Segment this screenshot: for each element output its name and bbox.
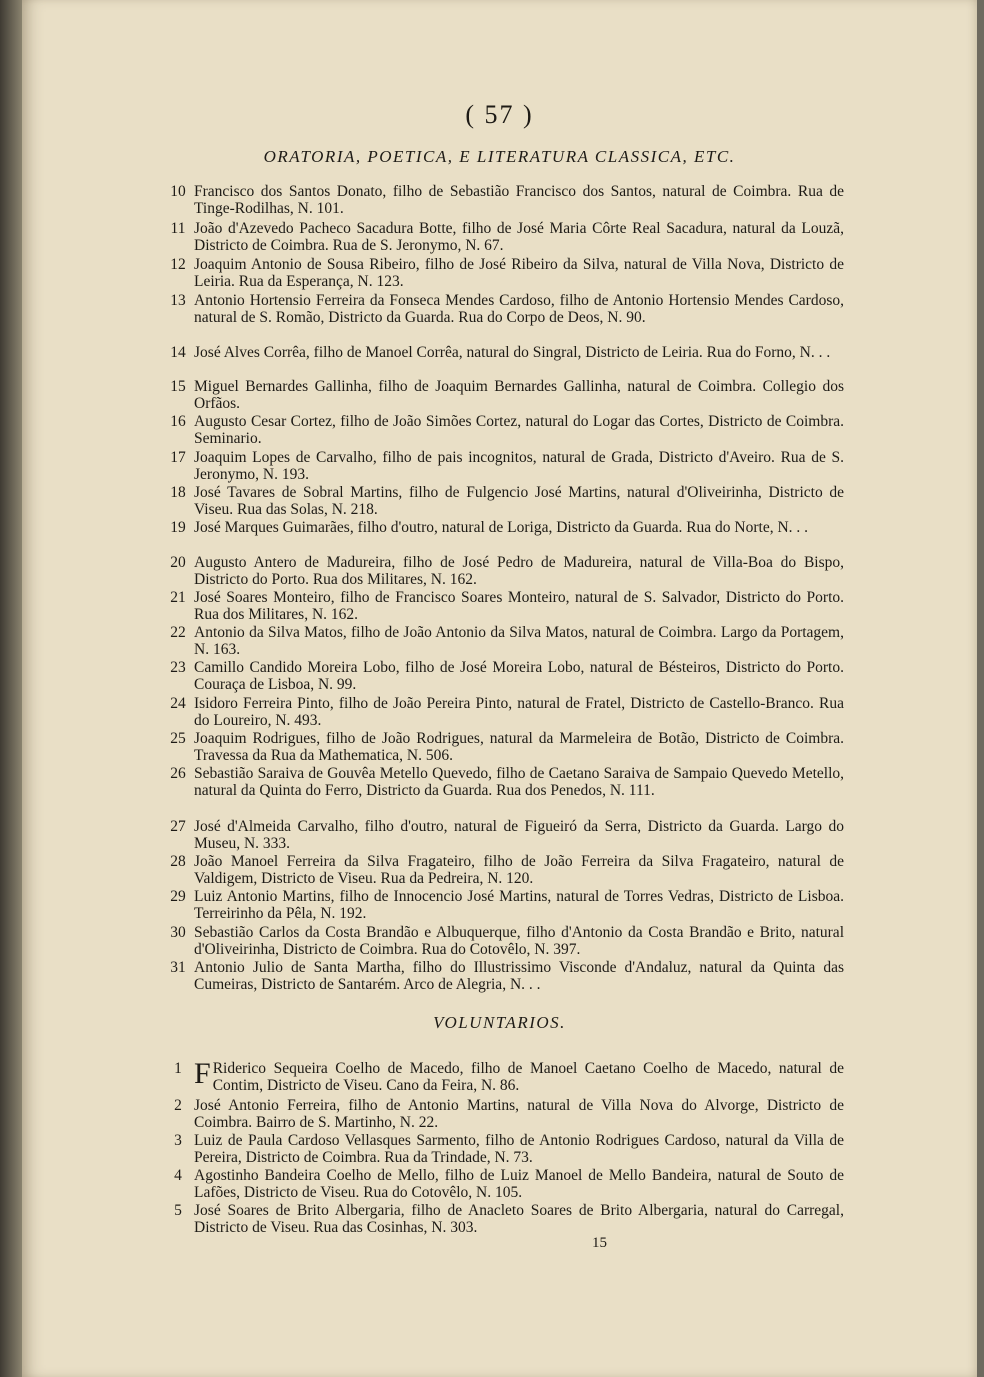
entry-text: Augusto Cesar Cortez, filho de João Simões Cortez, natural do Logar das Cortes, Districto de Coimbra. Seminario.: [194, 413, 844, 447]
entry-number: 1: [174, 1060, 182, 1077]
entry-text: Camillo Candido Moreira Lobo, filho de José Moreira Lobo, natural de Bésteiros, Districto do Porto. Couraça de Lisboa, N. 99.: [194, 659, 844, 693]
entry-text: Sebastião Saraiva de Gouvêa Metello Quevedo, filho de Caetano Saraiva de Sampaio Quevedo Metello, natural da Quinta do Ferro, Districto da Guarda. Rua dos Penedos, N. 111.: [194, 765, 844, 799]
entry-number: 15: [170, 378, 186, 395]
entry-number: 18: [170, 484, 186, 501]
entry-number: 28: [170, 853, 186, 870]
subsection-title: VOLUNTARIOS.: [433, 1013, 566, 1032]
entry-text: Agostinho Bandeira Coelho de Mello, filho de Luiz Manoel de Mello Bandeira, natural de Souto de Lafões, Districto de Viseu. Rua do Cotovêlo, N. 105.: [194, 1167, 844, 1201]
entry-text: Luiz Antonio Martins, filho de Innocencio José Martins, natural de Torres Vedras, Districto de Lisboa. Terreirinho da Pêla, N. 192.: [194, 888, 844, 922]
section-title: ORATORIA, POETICA, E LITERATURA CLASSICA, ETC.: [263, 147, 736, 166]
entry-number: 12: [170, 256, 186, 273]
entry-text: João d'Azevedo Pacheco Sacadura Botte, filho de José Maria Côrte Real Sacadura, natural da Louzã, Districto de Coimbra. Rua de S. Jeronymo, N. 67.: [194, 220, 844, 254]
entry-number: 29: [170, 888, 186, 905]
entry-number: 27: [170, 818, 186, 835]
page-number: ( 57 ): [465, 100, 534, 129]
book-page: [22, 0, 977, 1377]
entry-text: Isidoro Ferreira Pinto, filho de João Pereira Pinto, natural de Fratel, Districto de Castello-Branco. Rua do Loureiro, N. 493.: [194, 695, 844, 729]
entry-text: Antonio Julio de Santa Martha, filho do Illustrissimo Visconde d'Andaluz, natural da Quinta das Cumeiras, Districto de Santarém. Arco de Alegria, N. . .: [194, 959, 844, 993]
entry-number: 5: [174, 1202, 182, 1219]
entry-number: 16: [170, 413, 186, 430]
entry-text: José Tavares de Sobral Martins, filho de Fulgencio José Martins, natural d'Oliveirinha, Districto de Viseu. Rua das Solas, N. 218.: [194, 484, 844, 518]
entry-text: José Antonio Ferreira, filho de Antonio Martins, natural de Villa Nova do Alvorge, Districto de Coimbra. Bairro de S. Martinho, N. 22.: [194, 1097, 844, 1131]
entry-text: Sebastião Carlos da Costa Brandão e Albuquerque, filho d'Antonio da Costa Brandão e Brito, natural d'Oliveirinha, Districto de Coimbra. Rua do Cotovêlo, N. 397.: [194, 924, 844, 958]
entry-text: Antonio da Silva Matos, filho de João Antonio da Silva Matos, natural de Coimbra. Largo da Portagem, N. 163.: [194, 624, 844, 658]
entry-text: Augusto Antero de Madureira, filho de José Pedro de Madureira, natural de Villa-Boa do Bispo, Districto do Porto. Rua dos Militares, N. 162.: [194, 554, 844, 588]
entry-number: 14: [170, 344, 186, 361]
entry-number: 23: [170, 659, 186, 676]
signature-mark: 15: [592, 1235, 607, 1251]
entry-number: 24: [170, 695, 186, 712]
entry-text: José d'Almeida Carvalho, filho d'outro, natural de Figueiró da Serra, Districto da Guarda. Largo do Museu, N. 333.: [194, 818, 844, 852]
entry-number: 20: [170, 554, 186, 571]
entry-text: Joaquim Antonio de Sousa Ribeiro, filho de José Ribeiro da Silva, natural de Villa Nova, Districto de Leiria. Rua da Esperança, N. 123.: [194, 256, 844, 290]
entry-number: 17: [170, 449, 186, 466]
entry-text: Joaquim Lopes de Carvalho, filho de pais incognitos, natural de Grada, Districto d'Aveiro. Rua de S. Jeronymo, N. 193.: [194, 449, 844, 483]
entry-number: 11: [170, 220, 186, 237]
entry-number: 4: [174, 1167, 182, 1184]
entry-number: 30: [170, 924, 186, 941]
entry-number: 3: [174, 1132, 182, 1149]
entry-number: 26: [170, 765, 186, 782]
entry-number: 2: [174, 1097, 182, 1114]
entry-text: José Marques Guimarães, filho d'outro, natural de Loriga, Districto da Guarda. Rua do Norte, N. . .: [194, 519, 809, 536]
entry-number: 31: [170, 959, 186, 976]
entry-text: Miguel Bernardes Gallinha, filho de Joaquim Bernardes Gallinha, natural de Coimbra. Collegio dos Orfãos.: [194, 378, 844, 412]
entry-number: 13: [170, 292, 186, 309]
drop-cap: F: [194, 1057, 211, 1090]
entry-number: 10: [170, 183, 186, 200]
entry-number: 22: [170, 624, 186, 641]
entry-text: João Manoel Ferreira da Silva Fragateiro, filho de João Ferreira da Silva Fragateiro, natural de Valdigem, Districto de Viseu. Rua da Pedreira, N. 120.: [194, 853, 844, 887]
entry-text: Joaquim Rodrigues, filho de João Rodrigues, natural da Marmeleira de Botão, Districto de Coimbra. Travessa da Rua da Mathematica, N. 506.: [194, 730, 844, 764]
entry-text: José Alves Corrêa, filho de Manoel Corrêa, natural do Singral, Districto de Leiria. Rua do Forno, N. . .: [194, 344, 831, 361]
entry-text: Riderico Sequeira Coelho de Macedo, filho de Manoel Caetano Coelho de Macedo, natural de Contim, Districto de Viseu. Cano da Feira, N. 86.: [212, 1060, 844, 1094]
entry-text: José Soares Monteiro, filho de Francisco Soares Monteiro, natural de S. Salvador, Districto do Porto. Rua dos Militares, N. 162.: [194, 589, 844, 623]
entry-number: 21: [170, 589, 186, 606]
entry-text-wrapper: [194, 1057, 844, 1094]
entry-text: Francisco dos Santos Donato, filho de Sebastião Francisco dos Santos, natural de Coimbra. Rua de Tinge-Rodilhas, N. 101.: [194, 183, 844, 217]
entry-text: Luiz de Paula Cardoso Vellasques Sarmento, filho de Antonio Rodrigues Cardoso, natural da Villa de Pereira, Districto de Coimbra. Rua da Trindade, N. 73.: [194, 1132, 844, 1166]
entry-number: 19: [170, 519, 186, 536]
book-gutter: [0, 0, 22, 1377]
entry-text: José Soares de Brito Albergaria, filho de Anacleto Soares de Brito Albergaria, natural do Carregal, Districto de Viseu. Rua das Cosinhas, N. 303.: [194, 1202, 844, 1236]
entry-number: 25: [170, 730, 186, 747]
entry-text: Antonio Hortensio Ferreira da Fonseca Mendes Cardoso, filho de Antonio Hortensio Mendes Cardoso, natural de S. Romão, Districto da Guarda. Rua do Corpo de Deos, N. 90.: [194, 292, 844, 326]
